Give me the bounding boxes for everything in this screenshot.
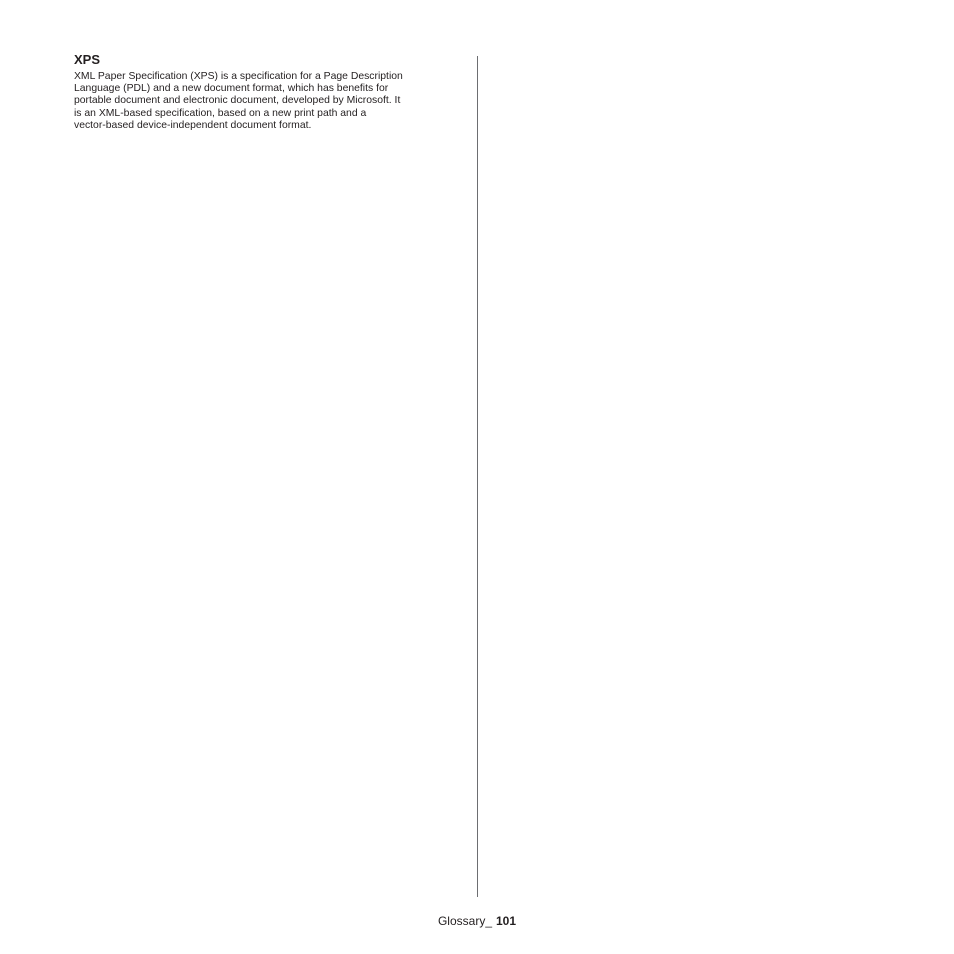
page-footer bbox=[0, 913, 954, 929]
page-number: 101 bbox=[496, 914, 517, 928]
body-line: Language (PDL) and a new document format, which has benefits for bbox=[74, 83, 389, 95]
body-line: vector-based device-independent document format. bbox=[74, 119, 312, 131]
column-divider bbox=[477, 56, 478, 897]
section-body bbox=[74, 71, 454, 132]
body-line: XML Paper Specification (XPS) is a specification for a Page Description bbox=[74, 71, 403, 82]
body-line: portable document and electronic document, developed by Microsoft. It bbox=[74, 95, 401, 107]
footer-section-label: Glossary_ bbox=[437, 914, 492, 928]
left-column bbox=[74, 52, 454, 132]
body-line: is an XML-based specification, based on a new print path and a bbox=[74, 107, 367, 119]
section-heading: XPS bbox=[74, 52, 101, 67]
